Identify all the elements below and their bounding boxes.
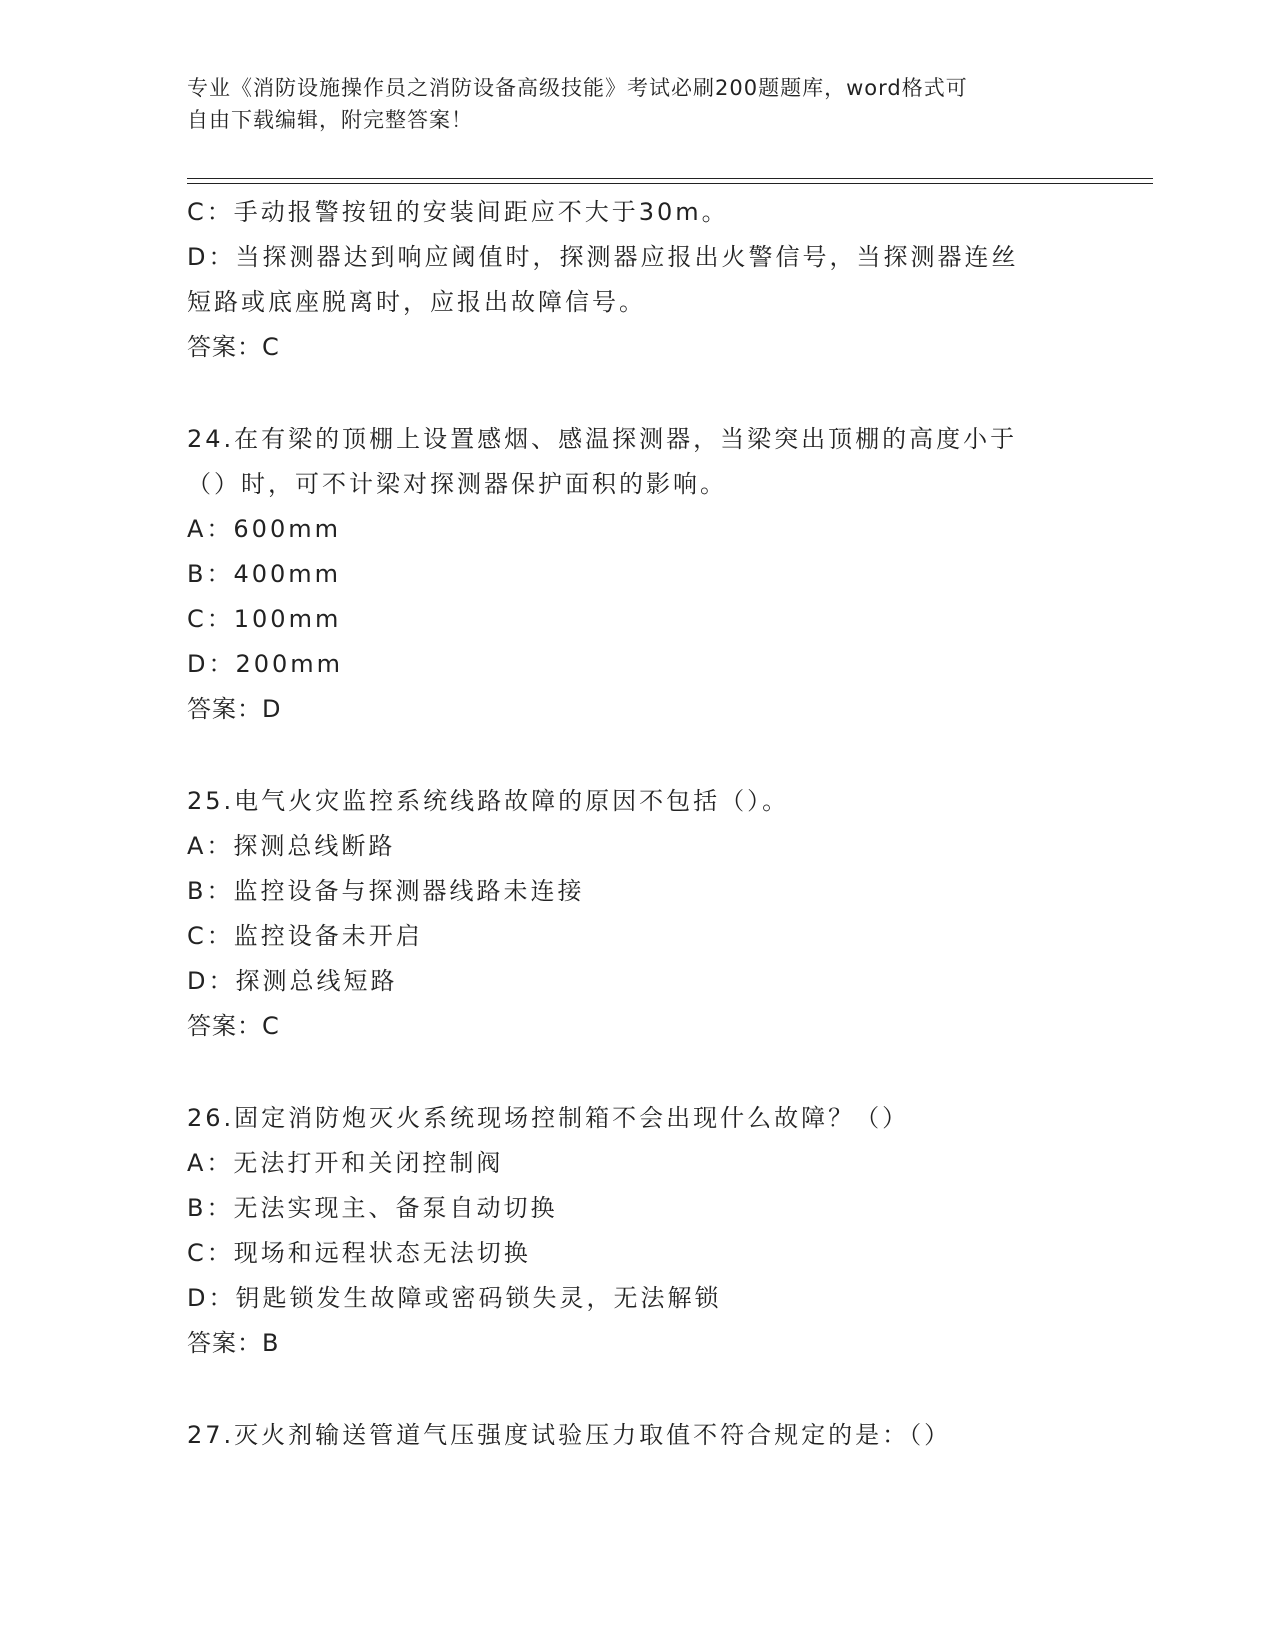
answer: 答案：D (187, 695, 282, 723)
question-title: 26.固定消防炮灭火系统现场控制箱不会出现什么故障？（） (187, 1104, 910, 1132)
question-24 (187, 417, 1087, 732)
option-d-line-1: D：当探测器达到响应阈值时，探测器应报出火警信号，当探测器连丝 (187, 243, 1019, 271)
question-25 (187, 779, 1087, 1049)
header-line-1: 专业《消防设施操作员之消防设备高级技能》考试必刷200题题库，word格式可 (187, 76, 968, 100)
question-27 (187, 1413, 1087, 1458)
option-a: A：无法打开和关闭控制阀 (187, 1149, 504, 1177)
header-divider-top (187, 178, 1153, 179)
option-b: B：400mm (187, 560, 342, 588)
option-a: A：探测总线断路 (187, 832, 396, 860)
option-b: B：监控设备与探测器线路未连接 (187, 877, 585, 905)
question-title: 27.灭火剂输送管道气压强度试验压力取值不符合规定的是：（） (187, 1421, 952, 1449)
header-divider-bottom (187, 183, 1153, 184)
answer: 答案：C (187, 333, 280, 361)
question-title-line-1: 24.在有梁的顶棚上设置感烟、感温探测器，当梁突出顶棚的高度小于 (187, 425, 1018, 453)
question-26 (187, 1096, 1087, 1366)
option-a: A：600mm (187, 515, 341, 543)
answer: 答案：B (187, 1329, 280, 1357)
question-title: 25.电气火灾监控系统线路故障的原因不包括（）。 (187, 787, 790, 815)
document-header (187, 72, 1067, 136)
option-d-line-2: 短路或底座脱离时，应报出故障信号。 (187, 288, 646, 316)
header-line-2: 自由下载编辑，附完整答案！ (187, 108, 473, 132)
document-body (187, 190, 1087, 1458)
option-c: C：手动报警按钮的安装间距应不大于30m。 (187, 198, 729, 226)
option-c: C：现场和远程状态无法切换 (187, 1239, 531, 1267)
option-d: D：200mm (187, 650, 344, 678)
question-title-line-2: （）时，可不计梁对探测器保护面积的影响。 (187, 470, 727, 498)
answer: 答案：C (187, 1012, 280, 1040)
option-c: C：100mm (187, 605, 342, 633)
option-b: B：无法实现主、备泵自动切换 (187, 1194, 558, 1222)
option-d: D：探测总线短路 (187, 967, 398, 995)
option-d: D：钥匙锁发生故障或密码锁失灵，无法解锁 (187, 1284, 722, 1312)
option-c: C：监控设备未开启 (187, 922, 423, 950)
